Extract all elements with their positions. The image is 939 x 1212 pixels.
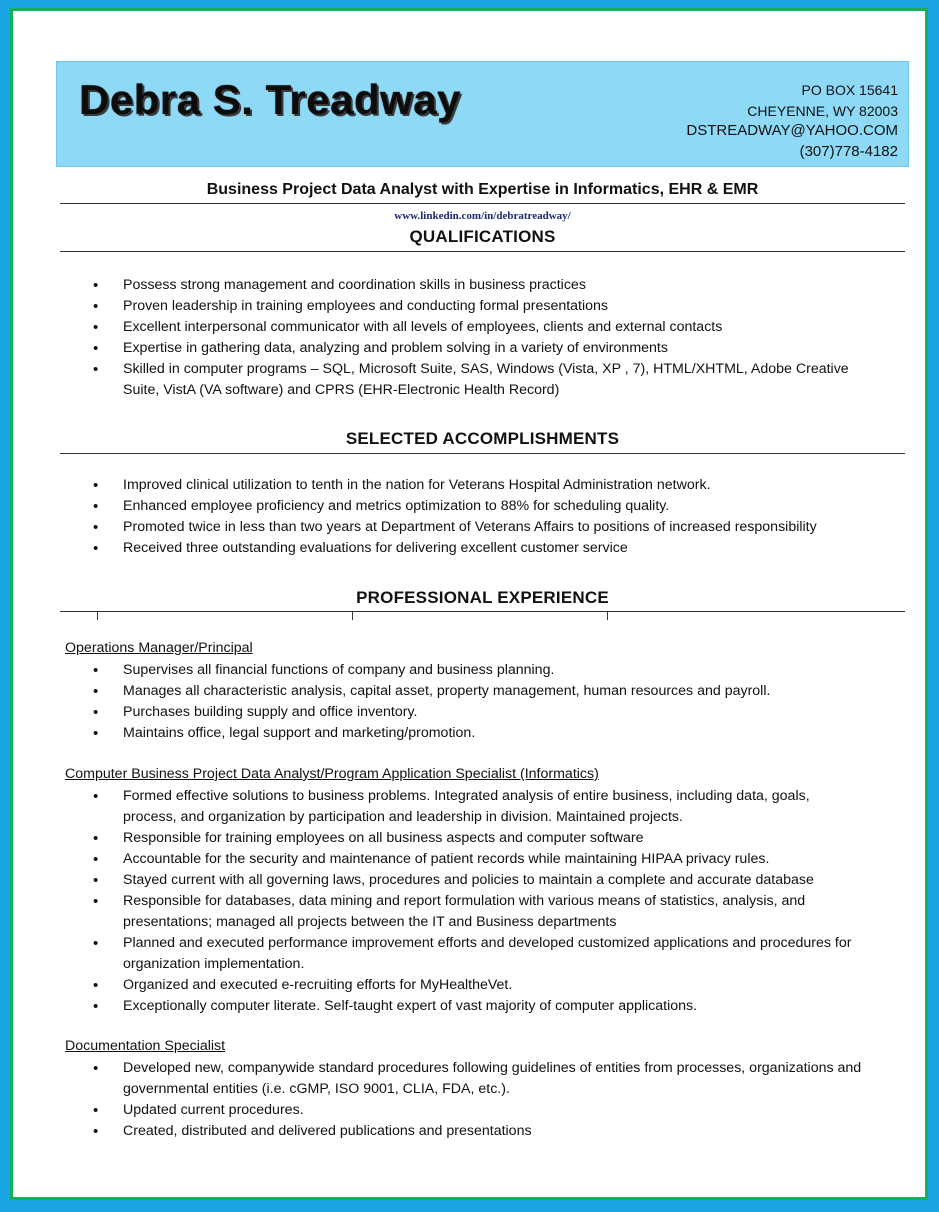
job-title: Operations Manager/Principal (65, 640, 253, 656)
list-item: • Proven leadership in training employees and conducting formal presentations (65, 296, 865, 317)
list-item: • Responsible for training employees on all business aspects and computer software (65, 828, 865, 849)
linkedin-link[interactable]: www.linkedin.com/in/debratreadway/ (394, 210, 571, 222)
address-line-2: CHEYENNE, WY 82003 (747, 102, 898, 119)
list-item: • Skilled in computer programs – SQL, Microsoft Suite, SAS, Windows (Vista, XP , 7), HTML/XHTML, Adobe Creative Suite, VistA (VA software) and CPRS (EHR-Electronic Health Record) (65, 359, 865, 401)
list-item: • Manages all characteristic analysis, capital asset, property management, human resources and payroll. (65, 681, 865, 702)
contact-block (686, 80, 898, 162)
list-item: • Created, distributed and delivered publications and presentations (65, 1121, 900, 1142)
divider (60, 251, 905, 252)
list-item: • Responsible for databases, data mining and report formulation with various means of statistics, analysis, and presentations; managed all projects between the IT and Business departments (65, 891, 865, 933)
address-line-1: PO BOX 15641 (801, 82, 898, 98)
list-item: • Planned and executed performance improvement efforts and developed customized applications and procedures for organization implementation. (65, 933, 865, 975)
section-title-accomplishments: SELECTED ACCOMPLISHMENTS (345, 429, 620, 448)
headline: Business Project Data Analyst with Expertise in Informatics, EHR & EMR (206, 181, 759, 198)
list-item: • Purchases building supply and office inventory. (65, 702, 865, 723)
list-item: • Promoted twice in less than two years at Department of Veterans Affairs to positions of increased responsibility (65, 517, 900, 538)
list-item: • Formed effective solutions to business problems. Integrated analysis of entire business, including data, goals, process, and organization by participation and leadership in division. Maintained projects. (65, 786, 865, 828)
list-item: • Updated current procedures. (65, 1100, 900, 1121)
list-item: • Supervises all financial functions of company and business planning. (65, 660, 865, 681)
divider (60, 203, 905, 204)
resume-page (10, 8, 928, 1200)
list-item: • Stayed current with all governing laws, procedures and policies to maintain a complete and accurate database (65, 870, 865, 891)
job-duties-list (65, 786, 865, 1017)
list-item: • Improved clinical utilization to tenth in the nation for Veterans Hospital Administration network. (65, 475, 900, 496)
accomplishments-list (65, 475, 900, 559)
list-item: • Received three outstanding evaluations for delivering excellent customer service (65, 538, 900, 559)
header-banner (56, 61, 909, 167)
list-item: • Excellent interpersonal communicator with all levels of employees, clients and external contacts (65, 317, 865, 338)
job-duties-list (65, 660, 865, 744)
list-item: • Organized and executed e-recruiting efforts for MyHealtheVet. (65, 975, 865, 996)
list-item: • Maintains office, legal support and marketing/promotion. (65, 723, 865, 744)
list-item: • Developed new, companywide standard procedures following guidelines of entities from processes, organizations and governmental entities (i.e. cGMP, ISO 9001, CLIA, FDA, etc.). (65, 1058, 900, 1100)
section-title-qualifications: QUALIFICATIONS (409, 227, 556, 246)
divider (60, 611, 905, 612)
qualifications-list (65, 275, 865, 401)
job-duties-list (65, 1058, 900, 1142)
divider-tick (607, 612, 608, 620)
list-item: • Expertise in gathering data, analyzing and problem solving in a variety of environments (65, 338, 865, 359)
candidate-name: Debra S. Treadway (79, 76, 462, 123)
list-item: • Exceptionally computer literate. Self-taught expert of vast majority of computer applications. (65, 996, 865, 1017)
phone: (307)778-4182 (799, 142, 898, 160)
email: DSTREADWAY@YAHOO.COM (686, 122, 898, 139)
divider-tick (352, 612, 353, 620)
job-title: Documentation Specialist (65, 1038, 226, 1054)
job-title: Computer Business Project Data Analyst/Program Application Specialist (Informatics) (65, 766, 599, 782)
list-item: • Enhanced employee proficiency and metrics optimization to 88% for scheduling quality. (65, 496, 900, 517)
divider-tick (97, 612, 98, 620)
list-item: • Possess strong management and coordination skills in business practices (65, 275, 865, 296)
divider (60, 453, 905, 454)
list-item: • Accountable for the security and maintenance of patient records while maintaining HIPAA privacy rules. (65, 849, 865, 870)
section-title-experience: PROFESSIONAL EXPERIENCE (356, 588, 609, 607)
